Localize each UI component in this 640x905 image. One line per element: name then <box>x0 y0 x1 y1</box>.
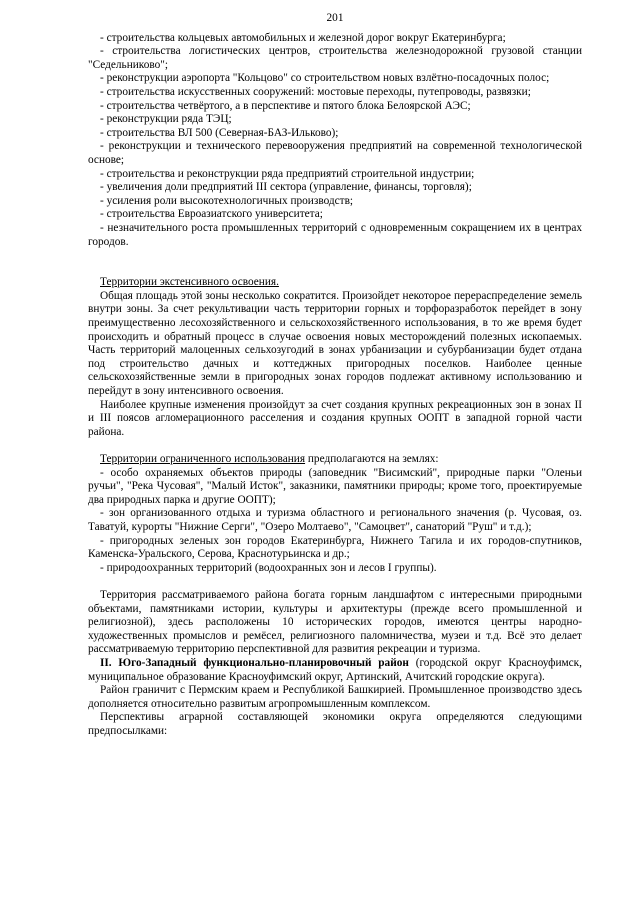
construction-list <box>88 32 582 250</box>
page-number: 201 <box>326 12 344 24</box>
section-2-paragraph <box>88 657 582 684</box>
list-item: - пригородных зеленых зон городов Екатеринбурга, Нижнего Тагила и их городов-спутников, Каменска-Уральского, Серова, Краснотурьинска и др.; <box>88 534 582 561</box>
list-item: - строительства Евроазиатского университета; <box>100 208 323 221</box>
list-item: - реконструкции ряда ТЭЦ; <box>100 113 232 126</box>
list-item: - незначительного роста промышленных территорий с одновременным сокращением их в центрах городов. <box>88 221 582 248</box>
section-2-heading: II. Юго-Западный функционально-планировочный район <box>100 656 409 669</box>
extensive-heading <box>88 276 582 290</box>
list-item: - особо охраняемых объектов природы (заповедник "Висимский", природные парки "Оленьи ручьи", "Река Чусовая", "Малый Исток", заказники, памятники природы; кроме того, проектируемые два природных парка и другие ООПТ); <box>88 466 582 506</box>
section-2-rest: (городской округ Красноуфимск, муниципальное образование Красноуфимский округ, Артинский, Ачитский городские округа). <box>88 656 582 683</box>
limited-heading <box>88 453 582 467</box>
extensive-paragraph-1: Общая площадь этой зоны несколько сократится. Произойдет некоторое перераспределение земель внутри зоны. За счет рекультивации часть территории горных и торфоразработок перейдет в зону преимущественно лесохозяйственного и сельскохозяйственного использования, в то же время будет происходить и обратный процесс в случае освоения новых месторождений полезных ископаемых. Часть территорий малоценных сельхозугодий в зонах урбанизации и субурбанизации будет отдана под строительство дачных и коттеджных пригородных поселков. Наиболее ценные сельскохозяйственные земли в пригородных зонах городов подлежат активному использованию и перейдут в зону интенсивного освоения. <box>88 289 582 398</box>
list-item: - зон организованного отдыха и туризма областного и регионального значения (р. Чусовая, оз. Таватуй, курорты "Нижние Серги", "Озеро Молтаево", "Самоцвет", санаторий "Руш" и т.д.); <box>88 507 582 533</box>
list-item: - строительства и реконструкции ряда предприятий строительной индустрии; <box>100 167 475 180</box>
list-item: - строительства искусственных сооружений: мостовые переходы, путепроводы, развязки; <box>100 85 531 98</box>
extensive-paragraph-2: Наиболее крупные изменения произойдут за счет создания крупных рекреационных зон в зонах II и III поясов агломерационного расселения и создания крупных ООПТ в западной горной части района. <box>88 398 582 438</box>
list-item: - природоохранных территорий (водоохранных зон и лесов I группы). <box>100 561 437 574</box>
limited-heading-text: Территории ограниченного использования <box>100 453 306 465</box>
list-item: - увеличения доли предприятий III сектора (управление, финансы, торговля); <box>100 181 472 194</box>
extensive-heading-text: Территории экстенсивного освоения. <box>100 276 279 289</box>
list-item: - строительства четвёртого, а в перспективе и пятого блока Белоярской АЭС; <box>100 99 471 112</box>
list-item: - строительства логистических центров, строительства железнодорожной грузовой станции "Седельниково"; <box>88 45 582 71</box>
list-item: - строительства ВЛ 500 (Северная-БАЗ-Ильково); <box>100 126 339 139</box>
list-item: - реконструкции аэропорта "Кольцово" со строительством новых взлётно-посадочных полос; <box>100 72 550 85</box>
border-paragraph: Район граничит с Пермским краем и Республикой Башкирией. Промышленное производство здесь дополняется относительно развитым агропромышленным комплексом. <box>88 684 582 710</box>
list-item: - строительства кольцевых автомобильных и железной дорог вокруг Екатеринбурга; <box>100 31 506 44</box>
list-item: - реконструкции и технического перевооружения предприятий на современной технологической основе; <box>88 140 582 166</box>
territory-paragraph: Территория рассматриваемого района богата горным ландшафтом с интересными природными объектами, памятниками истории, культуры и архитектуры (прежде всего промышленной и религиозной), здесь расположены 10 исторических городов, имеются центры народно-художественных промыслов и ремёсел, религиозного паломничества, музеи и т.д. Всё это делает рассматриваемую территорию перспективной для развития рекреации и туризма. <box>88 588 582 656</box>
list-item: - усиления роли высокотехнологичных производств; <box>100 194 354 207</box>
limited-heading-rest: предполагаются на землях: <box>305 453 439 465</box>
prospects-paragraph: Перспективы аграрной составляющей экономики округа определяются следующими предпосылками: <box>88 711 582 737</box>
